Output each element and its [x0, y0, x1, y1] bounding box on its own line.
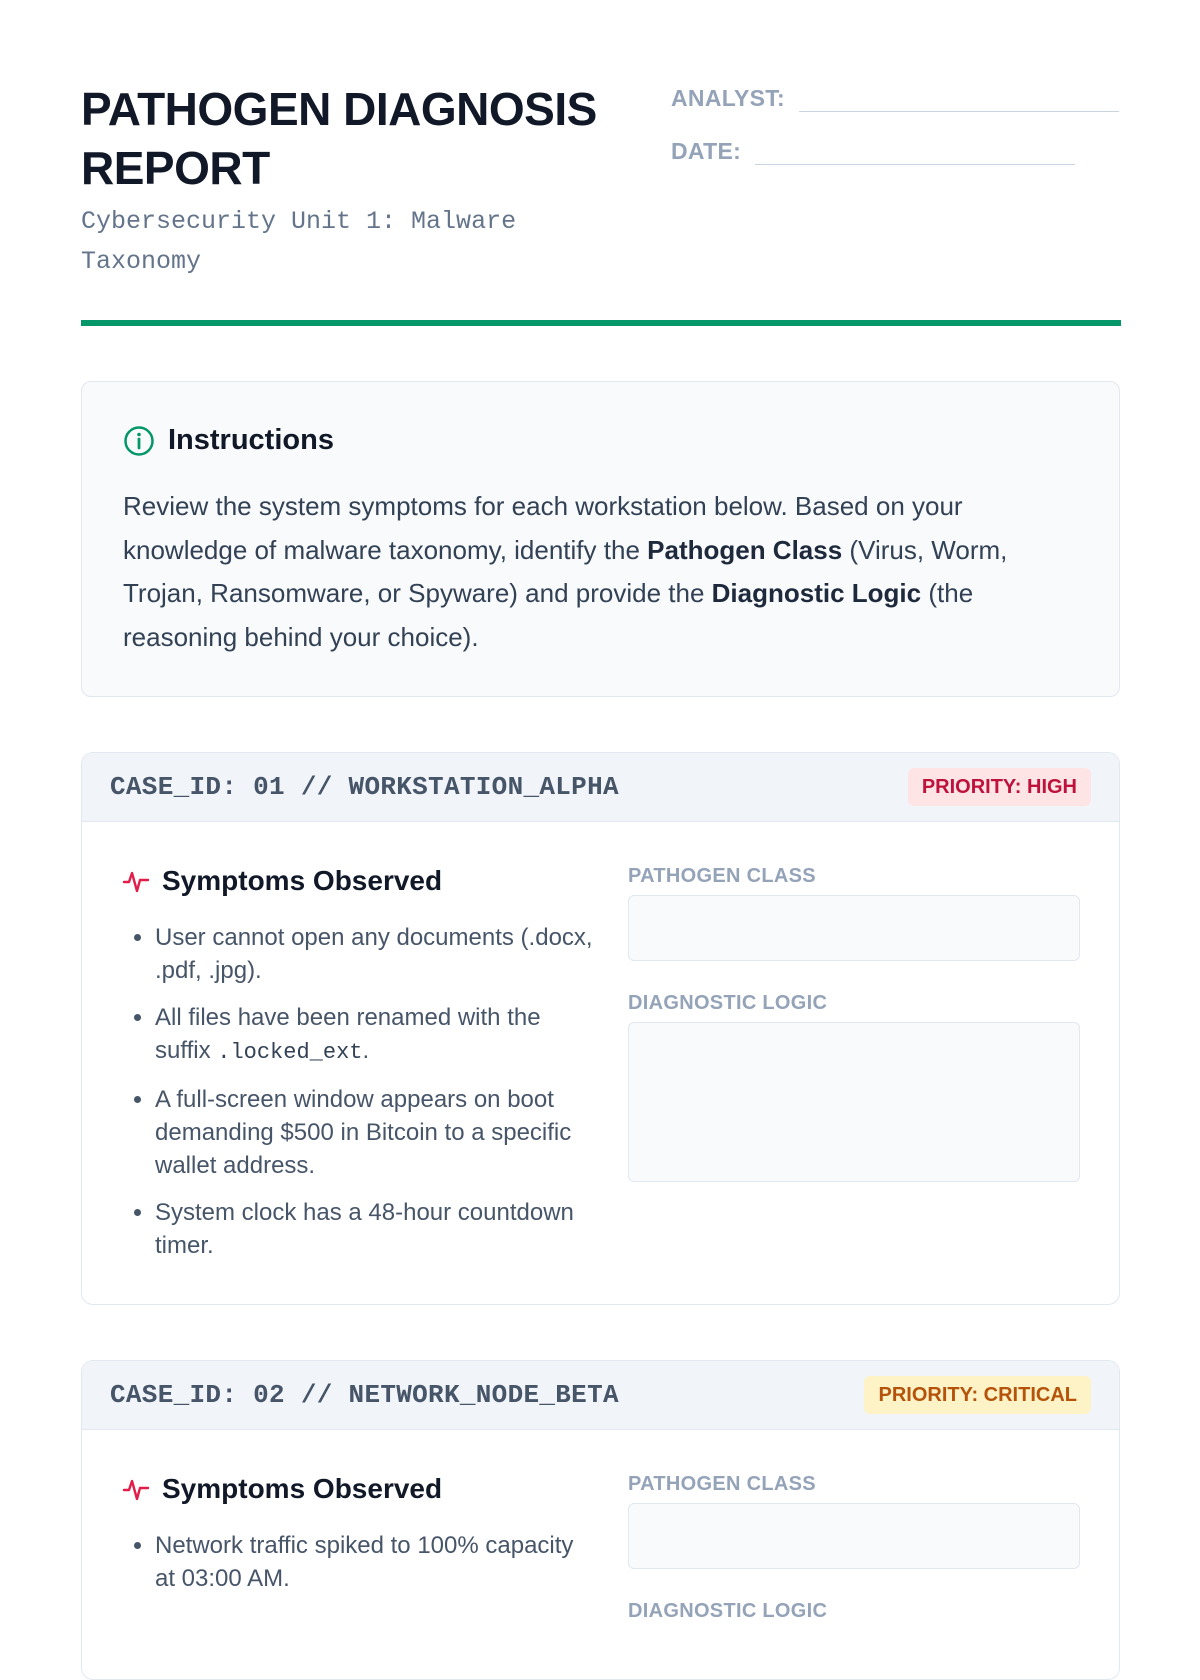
info-icon — [123, 425, 155, 457]
instructions-text — [123, 485, 1083, 659]
pathogen-class-input[interactable] — [628, 895, 1080, 961]
report-header — [81, 80, 1121, 335]
case-header — [82, 753, 1119, 822]
pathogen-class-label: PATHOGEN CLASS — [628, 1473, 816, 1495]
symptoms-header — [122, 865, 442, 897]
instructions-panel — [81, 381, 1120, 697]
date-label: DATE: — [671, 138, 742, 164]
case-header — [82, 1361, 1119, 1430]
page-subtitle: Cybersecurity Unit 1: Malware Taxonomy — [81, 207, 517, 276]
symptoms-header — [122, 1473, 442, 1505]
symptom-item: • User cannot open any documents (.docx, .pdf, .jpg). — [155, 921, 595, 987]
instructions-title: Instructions — [168, 424, 334, 456]
priority-badge: PRIORITY: CRITICAL — [864, 1376, 1091, 1414]
file-suffix-code: .locked_ext — [217, 1040, 363, 1065]
page-title: PATHOGEN DIAGNOSIS REPORT — [81, 83, 597, 194]
symptoms-title: Symptoms Observed — [162, 865, 443, 896]
date-input[interactable] — [755, 144, 1075, 165]
symptom-text: . — [362, 1037, 370, 1064]
pathogen-class-input[interactable] — [628, 1503, 1080, 1569]
case-id: CASE_ID: 02 // NETWORK_NODE_BETA — [110, 1380, 619, 1410]
diagnostic-logic-label: DIAGNOSTIC LOGIC — [628, 992, 828, 1014]
symptom-item: • A full-screen window appears on boot demanding $500 in Bitcoin to a specific wallet address. — [155, 1083, 595, 1182]
symptom-list — [122, 921, 595, 1276]
diagnostic-logic-label: DIAGNOSTIC LOGIC — [628, 1600, 828, 1622]
symptom-list — [122, 1529, 595, 1609]
symptom-item: • System clock has a 48-hour countdown timer. — [155, 1196, 595, 1262]
diagnostic-logic-input[interactable] — [628, 1022, 1080, 1182]
priority-badge: PRIORITY: HIGH — [908, 768, 1091, 806]
instructions-text-part: (Virus, Worm, Trojan, Ransomware, or Spyware) and provide the — [123, 534, 1008, 608]
case-id: CASE_ID: 01 // WORKSTATION_ALPHA — [110, 772, 619, 802]
analyst-input[interactable] — [799, 91, 1119, 112]
instructions-header — [123, 424, 334, 457]
symptom-item: • Network traffic spiked to 100% capacity at 03:00 AM. — [155, 1529, 595, 1595]
date-field — [671, 138, 1075, 165]
instructions-text-part: (the reasoning behind your choice). — [123, 578, 974, 652]
header-divider — [81, 320, 1121, 326]
case-card — [81, 1360, 1120, 1680]
symptom-text: All files have been renamed with the suffix — [155, 1004, 541, 1064]
symptom-item — [155, 1001, 595, 1069]
symptoms-title: Symptoms Observed — [162, 1473, 443, 1504]
pathogen-class-term: Pathogen Class — [647, 534, 843, 565]
case-card — [81, 752, 1120, 1305]
diagnostic-logic-term: Diagnostic Logic — [711, 578, 922, 608]
pathogen-class-label: PATHOGEN CLASS — [628, 865, 816, 887]
analyst-field — [671, 85, 1119, 112]
instructions-text-part: Review the system symptoms for each workstation below. Based on your knowledge of malware taxonomy, identify the — [123, 491, 963, 565]
analyst-label: ANALYST: — [671, 85, 786, 111]
activity-icon — [122, 867, 150, 895]
activity-icon — [122, 1475, 150, 1503]
